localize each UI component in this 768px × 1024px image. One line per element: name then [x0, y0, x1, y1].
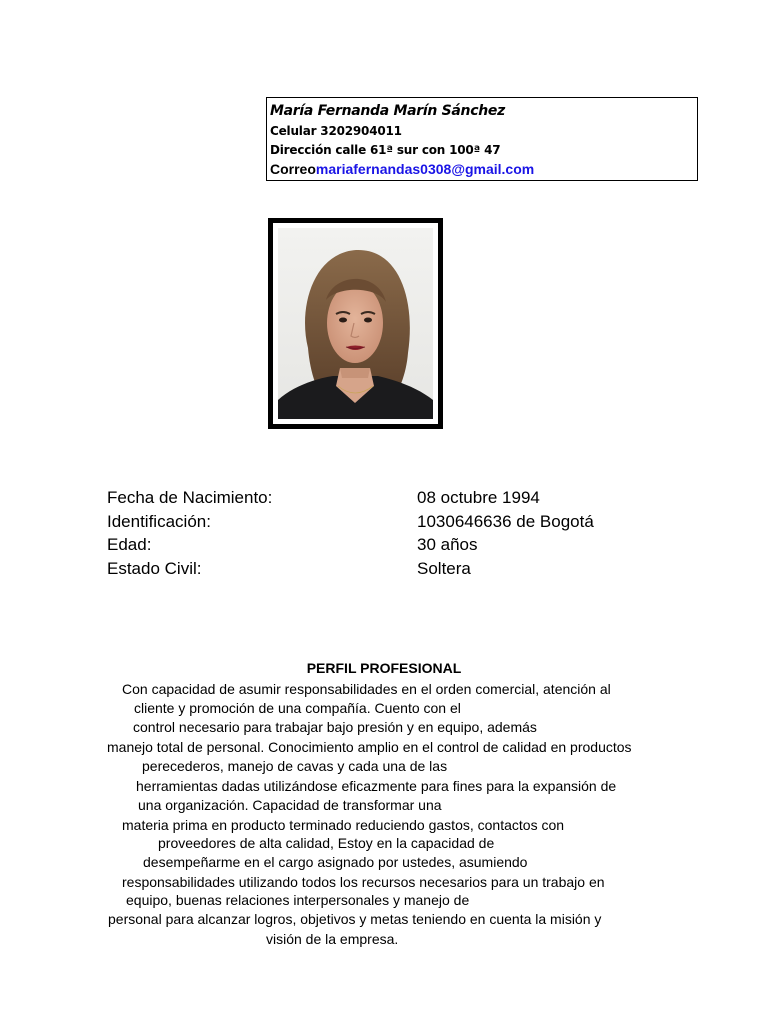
profile-line: desempeñarme en el cargo asignado por ustedes, asumiendo [143, 854, 528, 870]
info-row-id [107, 510, 707, 534]
id-label: Identificación: [107, 511, 211, 531]
profile-photo-frame [268, 218, 443, 429]
address-line: Dirección calle 61ª sur con 100ª 47 [270, 143, 501, 157]
portrait-image [278, 228, 433, 419]
profile-line: responsabilidades utilizando todos los recursos necesarios para un trabajo en [122, 874, 605, 890]
profile-line: equipo, buenas relaciones interpersonales y manejo de [126, 892, 470, 908]
profile-line: personal para alcanzar logros, objetivos y metas teniendo en cuenta la misión y [108, 911, 602, 927]
personal-info [107, 486, 707, 580]
info-row-age [107, 533, 707, 557]
age-value: 30 años [417, 535, 478, 554]
profile-line: manejo total de personal. Conocimiento amplio en el control de calidad en productos [107, 739, 632, 755]
birthdate-label: Fecha de Nacimiento: [107, 488, 273, 507]
email-line [270, 160, 697, 178]
id-value: 1030646636 de Bogotá [417, 511, 594, 531]
profile-line: proveedores de alta calidad, Estoy en la capacidad de [158, 835, 495, 851]
profile-line: herramientas dadas utilizándose eficazmente para fines para la expansión de [136, 778, 617, 794]
profile-line: Con capacidad de asumir responsabilidades en el orden comercial, atención al [122, 681, 611, 697]
info-row-birthdate [107, 486, 707, 510]
profile-title: PERFIL PROFESIONAL [306, 660, 462, 676]
email-label: Correo [270, 161, 316, 177]
profile-line: perecederos, manejo de cavas y cada una de las [142, 758, 448, 774]
contact-header [266, 97, 698, 181]
profile-line: control necesario para trabajar bajo presión y en equipo, además [133, 719, 537, 735]
profile-line: cliente y promoción de una compañía. Cuento con el [134, 700, 461, 716]
marital-label: Estado Civil: [107, 558, 202, 578]
profile-line: visión de la empresa. [266, 931, 399, 947]
birthdate-value: 08 octubre 1994 [417, 488, 540, 507]
profile-line: materia prima en producto terminado reduciendo gastos, contactos con [122, 817, 565, 833]
age-label: Edad: [107, 535, 152, 554]
profile-photo [273, 223, 438, 424]
email-link[interactable]: mariafernandas0308@gmail.com [315, 161, 535, 177]
profile-line: una organización. Capacidad de transformar una [138, 797, 442, 813]
info-row-marital [107, 557, 707, 581]
candidate-name: María Fernanda Marín Sánchez [270, 103, 505, 119]
marital-value: Soltera [417, 558, 471, 578]
phone-line: Celular 3202904011 [270, 124, 402, 138]
